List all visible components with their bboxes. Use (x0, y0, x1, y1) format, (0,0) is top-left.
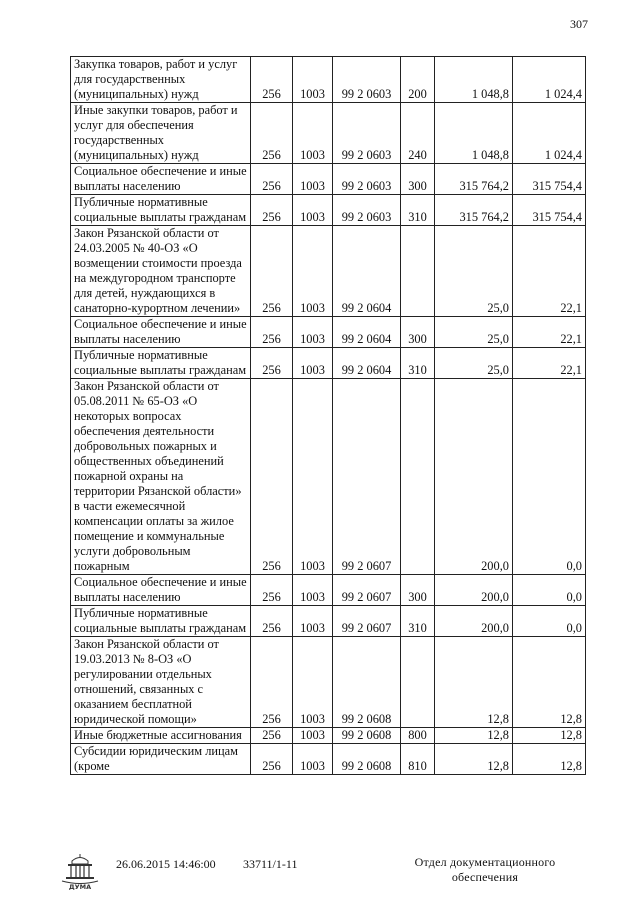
row-amount-2: 22,1 (513, 226, 586, 317)
row-amount-2: 22,1 (513, 348, 586, 379)
row-code-1: 256 (251, 348, 293, 379)
table-row (71, 195, 586, 226)
table-row (71, 226, 586, 317)
row-code-3: 99 2 0603 (333, 57, 401, 103)
row-code-1: 256 (251, 637, 293, 728)
row-code-2: 1003 (293, 744, 333, 775)
row-code-1: 256 (251, 606, 293, 637)
footer (50, 853, 610, 893)
row-code-4: 310 (401, 348, 435, 379)
row-name: Публичные нормативные социальные выплаты гражданам (71, 348, 251, 379)
row-name: Субсидии юридическим лицам (кроме (71, 744, 251, 775)
row-code-3: 99 2 0608 (333, 637, 401, 728)
table-row (71, 317, 586, 348)
row-code-2: 1003 (293, 637, 333, 728)
row-code-4: 300 (401, 317, 435, 348)
row-code-1: 256 (251, 103, 293, 164)
row-name: Публичные нормативные социальные выплаты гражданам (71, 195, 251, 226)
row-amount-2: 22,1 (513, 317, 586, 348)
row-amount-2: 1 024,4 (513, 103, 586, 164)
row-name: Закон Рязанской области от 19.03.2013 № 8-ОЗ «О регулировании отдельных отношений, связанных с оказанием бесплатной юридической помощи» (71, 637, 251, 728)
table-row (71, 103, 586, 164)
row-amount-1: 315 764,2 (435, 164, 513, 195)
row-code-1: 256 (251, 226, 293, 317)
row-amount-2: 0,0 (513, 606, 586, 637)
row-amount-1: 12,8 (435, 744, 513, 775)
row-code-4: 800 (401, 728, 435, 744)
row-name: Иные закупки товаров, работ и услуг для обеспечения государственных (муниципальных) нужд (71, 103, 251, 164)
table-row (71, 606, 586, 637)
row-name: Закупка товаров, работ и услуг для государственных (муниципальных) нужд (71, 57, 251, 103)
duma-logo-text: ДУМА (68, 883, 92, 891)
row-amount-1: 200,0 (435, 575, 513, 606)
row-amount-2: 12,8 (513, 637, 586, 728)
table-row (71, 637, 586, 728)
row-amount-2: 0,0 (513, 379, 586, 575)
row-name: Социальное обеспечение и иные выплаты населению (71, 164, 251, 195)
row-amount-1: 200,0 (435, 379, 513, 575)
row-code-3: 99 2 0603 (333, 195, 401, 226)
row-code-1: 256 (251, 728, 293, 744)
row-name: Публичные нормативные социальные выплаты гражданам (71, 606, 251, 637)
row-amount-1: 1 048,8 (435, 57, 513, 103)
row-code-1: 256 (251, 57, 293, 103)
table-row (71, 379, 586, 575)
row-code-3: 99 2 0604 (333, 226, 401, 317)
row-code-4: 200 (401, 57, 435, 103)
row-code-1: 256 (251, 744, 293, 775)
row-code-4 (401, 637, 435, 728)
footer-date: 26.06.2015 14:46:00 (116, 857, 216, 871)
row-code-4: 310 (401, 195, 435, 226)
row-code-4 (401, 379, 435, 575)
row-code-3: 99 2 0607 (333, 575, 401, 606)
row-code-4: 810 (401, 744, 435, 775)
row-amount-1: 25,0 (435, 226, 513, 317)
row-amount-1: 1 048,8 (435, 103, 513, 164)
row-code-1: 256 (251, 379, 293, 575)
row-code-3: 99 2 0604 (333, 317, 401, 348)
table-row (71, 164, 586, 195)
row-code-3: 99 2 0603 (333, 164, 401, 195)
row-code-2: 1003 (293, 606, 333, 637)
budget-table-body (71, 57, 586, 775)
row-amount-1: 25,0 (435, 317, 513, 348)
row-amount-1: 12,8 (435, 637, 513, 728)
row-code-2: 1003 (293, 57, 333, 103)
row-amount-2: 315 754,4 (513, 195, 586, 226)
row-code-3: 99 2 0604 (333, 348, 401, 379)
row-code-2: 1003 (293, 103, 333, 164)
row-name: Закон Рязанской области от 05.08.2011 № 65-ОЗ «О некоторых вопросах обеспечения деятельности добровольных пожарных и общественных объединений пожарной охраны на территории Рязанской области» в части ежемесячной компенсации оплаты за жилое помещение и коммунальные услуги добровольным пожарным (71, 379, 251, 575)
table-row (71, 744, 586, 775)
row-name: Закон Рязанской области от 24.03.2005 № 40-ОЗ «О возмещении стоимости проезда на междугородном транспорте для детей, нуждающихся в санаторно-курортном лечении» (71, 226, 251, 317)
row-code-2: 1003 (293, 226, 333, 317)
row-name: Социальное обеспечение и иные выплаты населению (71, 575, 251, 606)
row-code-4: 300 (401, 575, 435, 606)
row-amount-1: 12,8 (435, 728, 513, 744)
table-row (71, 575, 586, 606)
row-amount-2: 0,0 (513, 575, 586, 606)
row-amount-2: 315 754,4 (513, 164, 586, 195)
table-row (71, 57, 586, 103)
row-code-1: 256 (251, 317, 293, 348)
row-name: Иные бюджетные ассигнования (71, 728, 251, 744)
row-amount-2: 12,8 (513, 744, 586, 775)
row-code-3: 99 2 0608 (333, 744, 401, 775)
footer-code: 33711/1-11 (243, 857, 298, 871)
row-code-4: 300 (401, 164, 435, 195)
row-code-2: 1003 (293, 728, 333, 744)
row-code-1: 256 (251, 164, 293, 195)
page-number: 307 (570, 17, 588, 31)
row-amount-1: 200,0 (435, 606, 513, 637)
row-name: Социальное обеспечение и иные выплаты населению (71, 317, 251, 348)
row-code-1: 256 (251, 575, 293, 606)
row-amount-2: 12,8 (513, 728, 586, 744)
row-code-3: 99 2 0607 (333, 606, 401, 637)
row-amount-1: 25,0 (435, 348, 513, 379)
row-amount-1: 315 764,2 (435, 195, 513, 226)
row-code-2: 1003 (293, 195, 333, 226)
row-code-2: 1003 (293, 348, 333, 379)
row-code-2: 1003 (293, 164, 333, 195)
footer-department: Отдел документационного обеспечения (414, 855, 556, 884)
row-code-2: 1003 (293, 575, 333, 606)
row-code-3: 99 2 0603 (333, 103, 401, 164)
row-amount-2: 1 024,4 (513, 57, 586, 103)
row-code-2: 1003 (293, 379, 333, 575)
row-code-1: 256 (251, 195, 293, 226)
duma-emblem-icon (58, 853, 102, 891)
budget-table (70, 56, 586, 775)
row-code-2: 1003 (293, 317, 333, 348)
row-code-3: 99 2 0608 (333, 728, 401, 744)
table-row (71, 348, 586, 379)
table-row (71, 728, 586, 744)
row-code-4: 240 (401, 103, 435, 164)
row-code-4: 310 (401, 606, 435, 637)
row-code-4 (401, 226, 435, 317)
row-code-3: 99 2 0607 (333, 379, 401, 575)
